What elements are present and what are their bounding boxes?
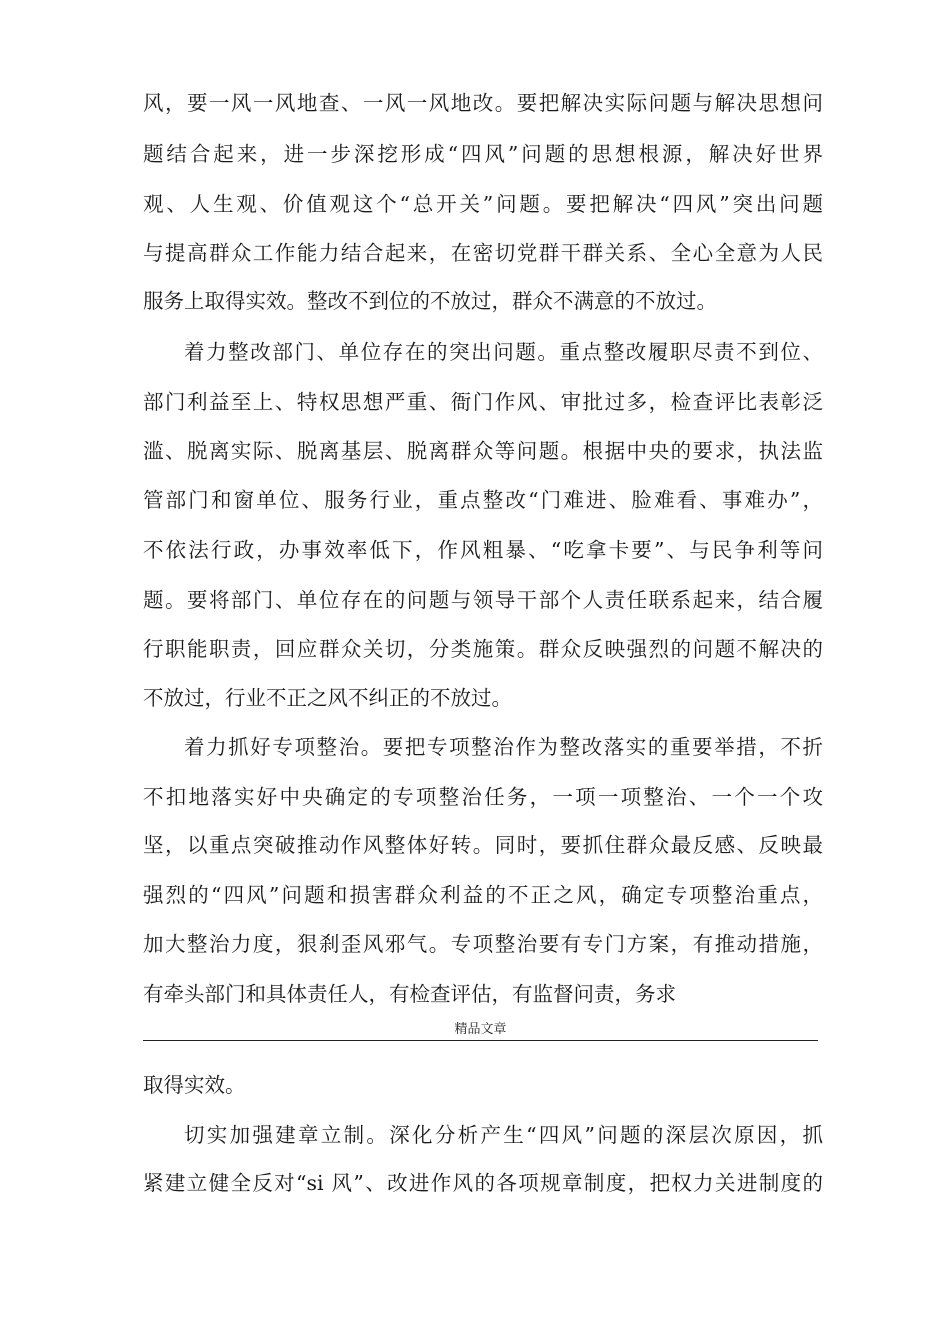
text-line: 题。要将部门、单位存在的问题与领导干部个人责任联系起来，结合履 [143, 588, 823, 612]
text-line: 管部门和窗单位、服务行业，重点整改“门难进、脸难看、事难办”， [143, 488, 823, 512]
text-line: 风，要一风一风地查、一风一风地改。要把解决实际问题与解决思想问 [143, 91, 823, 115]
text-line: 观、人生观、价值观这个“总开关”问题。要把解决“四风”突出问题 [143, 192, 823, 216]
text-line: 切实加强建章立制。深化分析产生“四风”问题的深层次原因，抓 [184, 1123, 823, 1147]
text-line: 与提高群众工作能力结合起来，在密切党群干群关系、全心全意为人民 [143, 241, 823, 265]
text-line: 坚，以重点突破推动作风整体好转。同时，要抓住群众最反感、反映最 [143, 833, 823, 857]
text-line: 行职能职责，回应群众关切，分类施策。群众反映强烈的问题不解决的 [143, 637, 823, 661]
text-line: 部门利益至上、特权思想严重、衙门作风、审批过多，检查评比表彰泛 [143, 390, 823, 414]
text-line: 强烈的“四风”问题和损害群众利益的不正之风，确定专项整治重点， [143, 883, 823, 907]
text-line: 不扣地落实好中央确定的专项整治任务，一项一项整治、一个一个攻 [143, 785, 823, 809]
text-line: 着力整改部门、单位存在的突出问题。重点整改履职尽责不到位、 [184, 340, 823, 364]
text-line: 不放过，行业不正之风不纠正的不放过。 [143, 686, 512, 710]
text-line: 题结合起来，进一步深挖形成“四风”问题的思想根源，解决好世界 [143, 142, 823, 166]
page-footer-label: 精品文章 [454, 1022, 507, 1037]
text-line: 不依法行政，办事效率低下，作风粗暴、“吃拿卡要”、与民争利等问 [143, 538, 823, 562]
text-line: 有牵头部门和具体责任人，有检查评估，有监督问责，务求 [143, 982, 676, 1006]
text-line: 加大整治力度，狠刹歪风邪气。专项整治要有专门方案，有推动措施， [143, 932, 823, 956]
footer-divider [143, 1040, 818, 1041]
text-line: 服务上取得实效。整改不到位的不放过，群众不满意的不放过。 [143, 289, 717, 313]
text-line: 着力抓好专项整治。要把专项整治作为整改落实的重要举措，不折 [184, 735, 823, 759]
text-line: 取得实效。 [143, 1073, 246, 1097]
text-line: 紧建立健全反对“si 风”、改进作风的各项规章制度，把权力关进制度的 [143, 1171, 823, 1195]
text-line: 滥、脱离实际、脱离基层、脱离群众等问题。根据中央的要求，执法监 [143, 439, 823, 463]
